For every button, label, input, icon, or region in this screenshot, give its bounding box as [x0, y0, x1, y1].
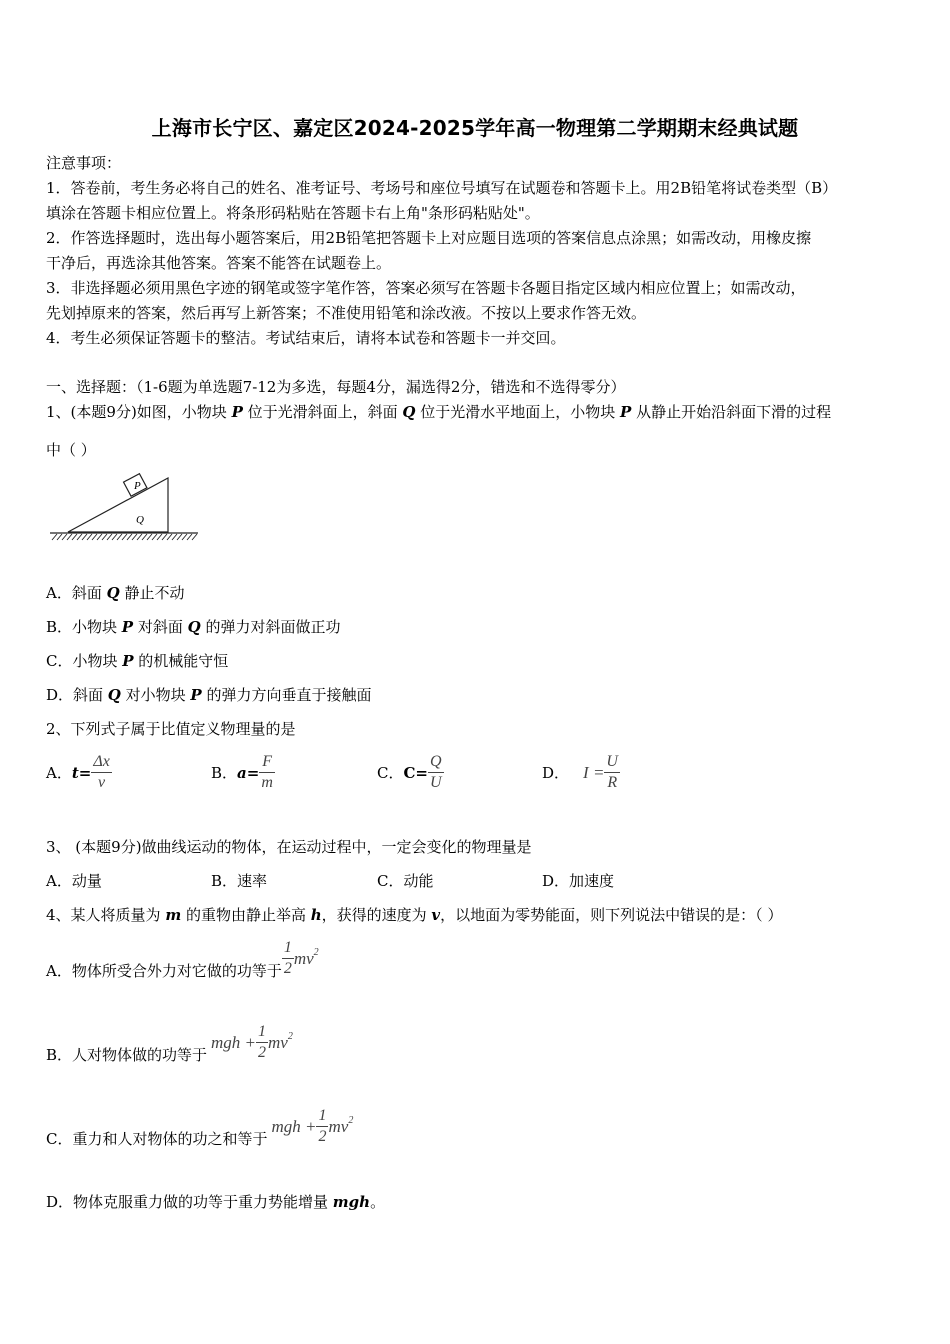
q4-option-d: D．物体克服重力做的功等于重力势能增量 mgh。: [46, 1193, 386, 1211]
q2-option-c: C．C= $\frac{Q}{U}$: [377, 753, 442, 791]
incline-figure: [46, 468, 206, 544]
q2-stem: 2、下列式子属于比值定义物理量的是: [46, 720, 296, 738]
q1-stem-cont: 中（ ）: [46, 441, 96, 459]
q2-option-d: D． I = $\frac{U}{R}$: [542, 753, 618, 791]
ground-hatch: [52, 534, 197, 540]
q3-option-c: C．动能: [377, 872, 434, 890]
notice-line: 干净后，再选涂其他答案。答案不能答在试题卷上。: [46, 254, 392, 272]
q1-option-d: D．斜面 Q 对小物块 P 的弹力方向垂直于接触面: [46, 686, 372, 704]
notice-heading: 注意事项：: [46, 154, 122, 172]
notice-line: 3．非选择题必须用黑色字迹的钢笔或签字笔作答，答案必须写在答题卡各题目指定区域内相应位置上；如需改动，: [46, 279, 806, 297]
notice-line: 先划掉原来的答案，然后再写上新答案；不准使用铅笔和涂改液。不按以上要求作答无效。: [46, 304, 647, 322]
wedge-q: [68, 478, 168, 532]
notice-line: 填涂在答题卡相应位置上。将条形码粘贴在答题卡右上角"条形码粘贴处"。: [46, 204, 540, 222]
q1-option-a: A．斜面 Q 静止不动: [46, 584, 185, 602]
q1-option-c: C．小物块 P 的机械能守恒: [46, 652, 229, 670]
q4-option-c: C．重力和人对物体的功之和等于mgh + $\frac{1}{2}$ $mv^2$: [46, 1107, 354, 1148]
q1-stem: 1、(本题9分)如图，小物块 P 位于光滑斜面上，斜面 Q 位于光滑水平地面上，小物块 P 从静止开始沿斜面下滑的过程: [46, 403, 832, 421]
q3-stem: 3、 (本题9分)做曲线运动的物体，在运动过程中，一定会变化的物理量是: [46, 838, 532, 856]
q2-option-b: B．a= $\frac{F}{m}$: [211, 753, 273, 791]
section-header: 一、选择题：（1-6题为单选题7-12为多选，每题4分，漏选得2分，错选和不选得零分）: [46, 378, 626, 396]
q3-option-a: A．动量: [46, 872, 102, 890]
notice-line: 2．作答选择题时，选出每小题答案后，用2B铅笔把答题卡上对应题目选项的答案信息点涂黑；如需改动，用橡皮擦: [46, 229, 812, 247]
q4-option-a: A．物体所受合外力对它做的功等于 $\frac{1}{2}$ $mv^2$: [46, 939, 319, 980]
block-label: P: [134, 480, 141, 492]
notice-line: 4．考生必须保证答题卡的整洁。考试结束后，请将本试卷和答题卡一并交回。: [46, 329, 566, 347]
wedge-label: Q: [136, 514, 144, 526]
notice-line: 1．答卷前，考生务必将自己的姓名、准考证号、考场号和座位号填写在试题卷和答题卡上。用2B铅笔将试卷类型（B）: [46, 179, 838, 197]
q2-option-a: A．t= $\frac{\Delta x}{v}$: [46, 753, 110, 791]
q3-option-d: D．加速度: [542, 872, 615, 890]
q3-option-b: B．速率: [211, 872, 268, 890]
q4-option-b: B．人对物体做的功等于mgh + $\frac{1}{2}$ $mv^2$: [46, 1023, 293, 1064]
q1-option-b: B．小物块 P 对斜面 Q 的弹力对斜面做正功: [46, 618, 341, 636]
page-title: 上海市长宁区、嘉定区2024-2025学年高一物理第二学期期末经典试题: [151, 116, 799, 140]
q4-stem: 4、某人将质量为 m 的重物由静止举高 h，获得的速度为 v，以地面为零势能面，则下列说法中错误的是：（ ）: [46, 906, 783, 924]
